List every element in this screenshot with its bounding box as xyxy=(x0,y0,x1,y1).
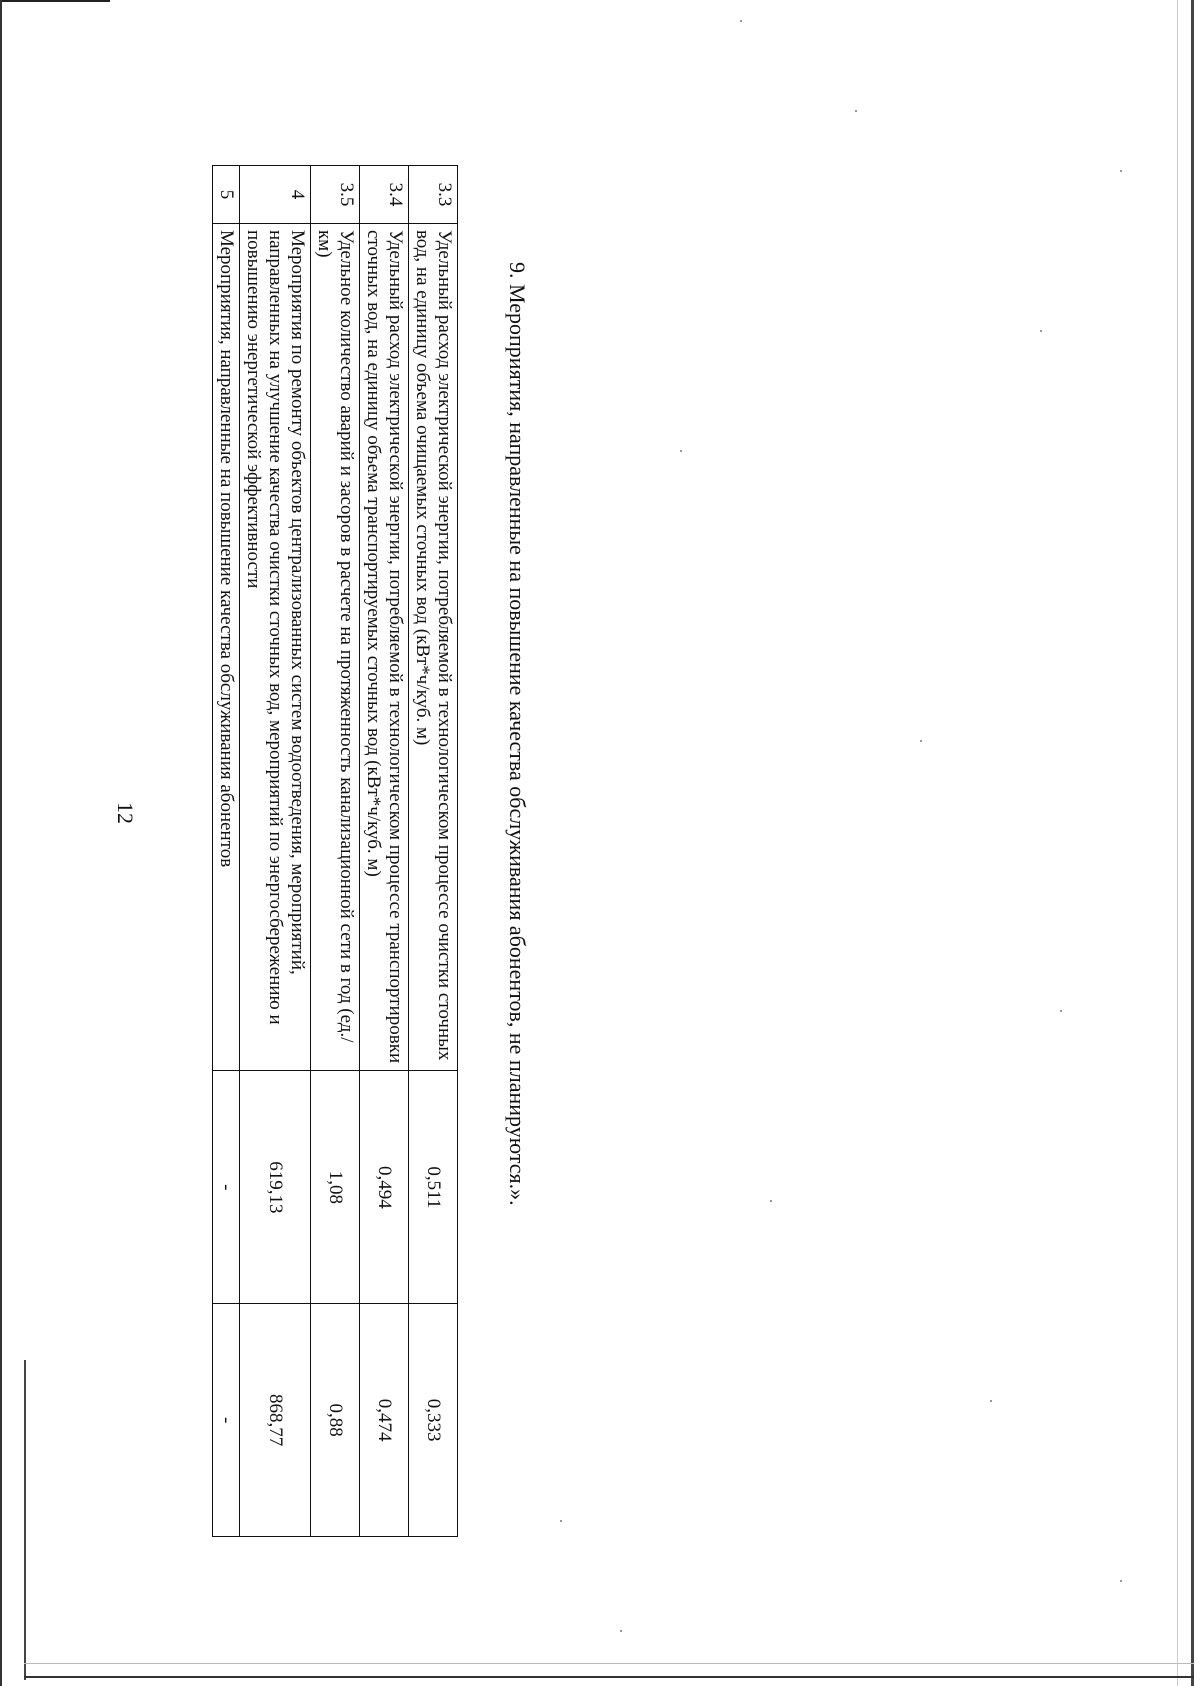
row-value-1: 0,494 xyxy=(360,1071,409,1304)
table-row xyxy=(409,166,458,1537)
row-name: Мероприятия по ремонту объектов централизованных систем водоотведения, мероприятий, направленных на улучшение качества очистки сточных вод, мероприятий по энергосбережению и повышению энергетической эффективности xyxy=(240,223,311,1071)
page-number: 12 xyxy=(113,802,138,824)
scan-speck xyxy=(770,1200,772,1202)
indicators-table xyxy=(212,165,458,1537)
scan-speck xyxy=(855,110,857,112)
table-row xyxy=(213,166,240,1537)
row-value-2: 0,333 xyxy=(409,1304,458,1537)
scan-speck xyxy=(990,1400,992,1402)
row-value-1: - xyxy=(213,1071,240,1304)
row-number: 3.5 xyxy=(311,166,360,224)
row-value-2: 0,88 xyxy=(311,1304,360,1537)
table-row xyxy=(240,166,311,1537)
row-name: Мероприятия, направленные на повышение качества обслуживания абонентов xyxy=(213,223,240,1071)
row-value-2: 0,474 xyxy=(360,1304,409,1537)
scan-speck xyxy=(560,1520,562,1522)
section-9-paragraph: 9. Мероприятия, направленные на повышение качества обслуживания абонентов, не планируются.». xyxy=(505,262,530,1206)
scan-speck xyxy=(1040,330,1042,332)
row-name: Удельный расход электрической энергии, потребляемой в технологическом процессе очистки сточных вод, на единицу объема очищаемых сточных вод (кВт*ч/куб. м) xyxy=(409,223,458,1071)
row-value-1: 0,511 xyxy=(409,1071,458,1304)
scan-speck xyxy=(740,20,742,22)
scan-speck xyxy=(620,1630,622,1632)
scan-speck xyxy=(680,450,682,452)
row-value-2: 868,77 xyxy=(240,1304,311,1537)
scan-speck xyxy=(920,740,922,742)
table-row xyxy=(360,166,409,1537)
row-value-2: - xyxy=(213,1304,240,1537)
table-row xyxy=(311,166,360,1537)
row-number: 3.3 xyxy=(409,166,458,224)
row-number: 4 xyxy=(240,166,311,224)
row-name: Удельное количество аварий и засоров в расчете на протяженность канализационной сети в год (ед./км) xyxy=(311,223,360,1071)
scan-speck xyxy=(1120,1580,1122,1582)
scan-speck xyxy=(1060,1010,1062,1012)
row-value-1: 1,08 xyxy=(311,1071,360,1304)
scan-speck xyxy=(1120,170,1122,172)
row-number: 5 xyxy=(213,166,240,224)
row-number: 3.4 xyxy=(360,166,409,224)
row-name: Удельный расход электрической энергии, потребляемой в технологическом процессе транспортировки сточных вод, на единицу объема транспортируемых сточных вод (кВт*ч/куб. м) xyxy=(360,223,409,1071)
row-value-1: 619,13 xyxy=(240,1071,311,1304)
